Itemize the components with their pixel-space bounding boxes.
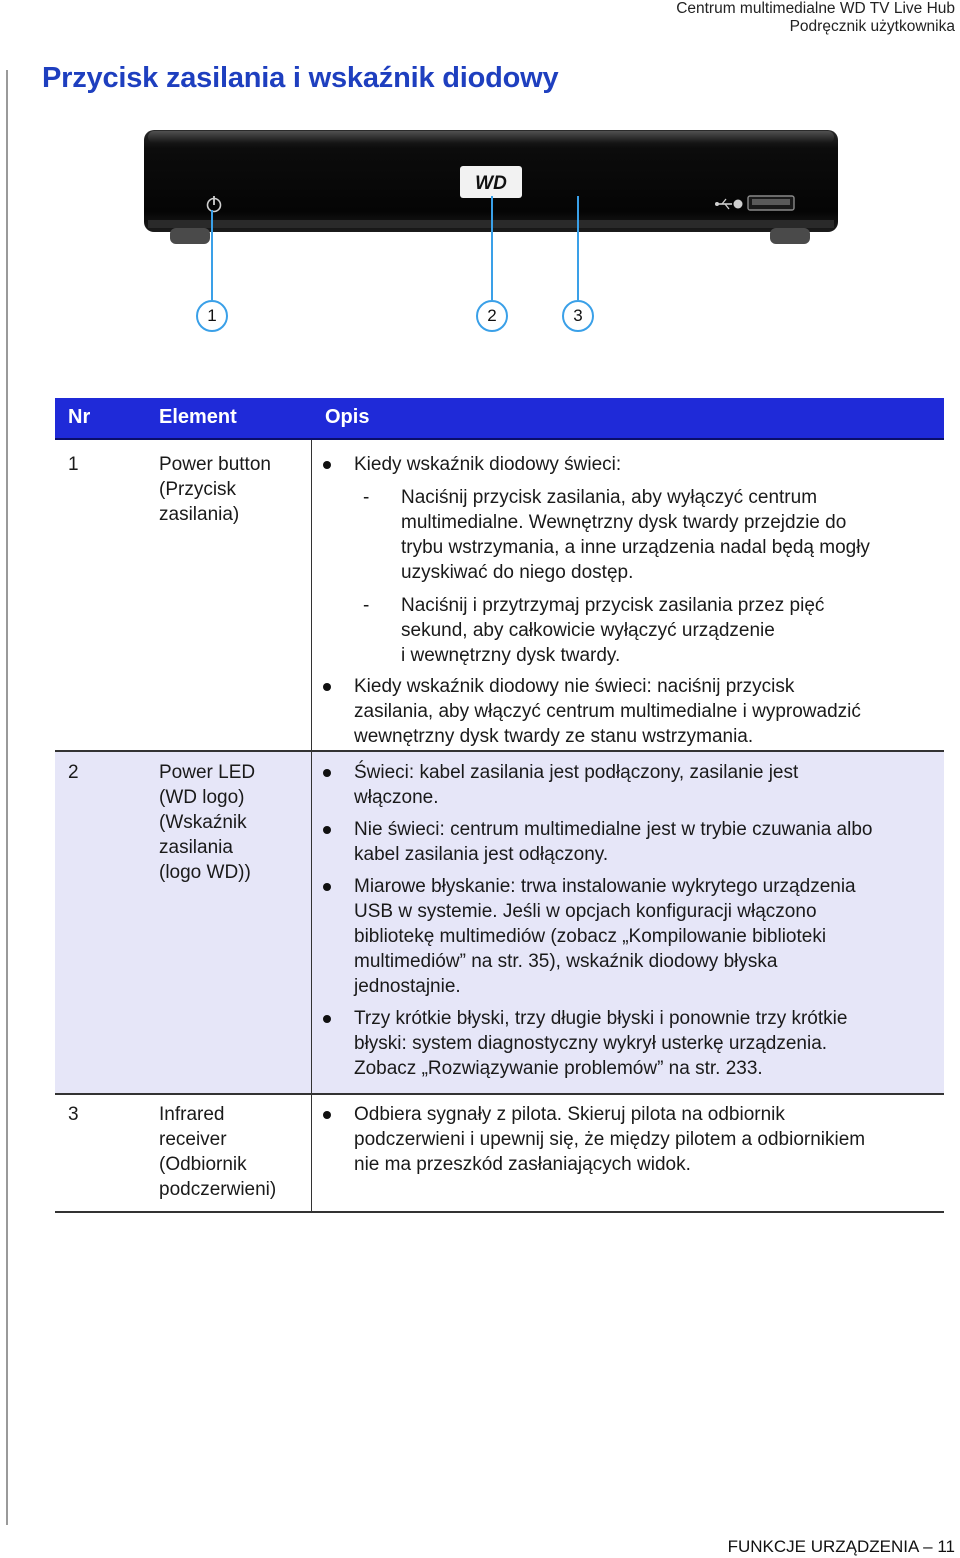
dash-text: multimedialne. Wewnętrzny dysk twardy przejdzie do bbox=[401, 512, 847, 533]
bullet-item bbox=[354, 674, 939, 749]
element-line: zasilania) bbox=[159, 504, 240, 525]
dash-text: sekund, aby całkowicie wyłączyć urządzenie bbox=[401, 620, 775, 641]
column-header-opis: Opis bbox=[325, 406, 370, 428]
element-line: (logo WD)) bbox=[159, 862, 251, 883]
row-number: 1 bbox=[68, 454, 79, 475]
element-line: (WD logo) bbox=[159, 787, 245, 808]
column-divider bbox=[311, 1095, 312, 1213]
row-element bbox=[159, 452, 309, 527]
element-line: Infrared bbox=[159, 1104, 225, 1125]
header-product: Centrum multimedialne WD TV Live Hub bbox=[676, 0, 955, 17]
callout-line-1 bbox=[211, 210, 213, 300]
running-header bbox=[676, 0, 955, 36]
bullet-text: zasilania, aby włączyć centrum multimedialne i wyprowadzić bbox=[354, 701, 861, 722]
callout-3: 3 bbox=[562, 300, 594, 332]
row-description bbox=[354, 760, 939, 1081]
bullet-text: włączone. bbox=[354, 787, 439, 808]
bullet-text: nie ma przeszkód zasłaniających widok. bbox=[354, 1154, 691, 1175]
column-divider bbox=[311, 440, 312, 752]
column-divider bbox=[311, 752, 312, 1095]
bullet-item bbox=[354, 817, 939, 867]
dash-text: i wewnętrzny dysk twardy. bbox=[401, 645, 621, 666]
bullet-text: jednostajnie. bbox=[354, 976, 461, 997]
bullet-text: Zobacz „Rozwiązywanie problemów” na str. 233. bbox=[354, 1058, 763, 1079]
bullet-text: błyski: system diagnostyczny wykrył usterkę urządzenia. bbox=[354, 1033, 828, 1054]
bullet-text: podczerwieni i upewnij się, że między pilotem a odbiornikiem bbox=[354, 1129, 866, 1150]
wd-logo-text: WD bbox=[475, 173, 507, 194]
dash-text: Naciśnij przycisk zasilania, aby wyłączyć centrum bbox=[401, 487, 818, 508]
row-number: 2 bbox=[68, 762, 79, 783]
element-line: (Odbiornik bbox=[159, 1154, 247, 1175]
element-line: Power LED bbox=[159, 762, 256, 783]
dash-marker: - bbox=[363, 487, 370, 508]
bullet-text: Kiedy wskaźnik diodowy świeci: bbox=[354, 454, 622, 475]
bullet-text: kabel zasilania jest odłączony. bbox=[354, 844, 609, 865]
bullet-text: USB w systemie. Jeśli w opcjach konfiguracji włączono bbox=[354, 901, 817, 922]
row-number: 3 bbox=[68, 1104, 79, 1125]
bullet-text: Kiedy wskaźnik diodowy nie świeci: naciśnij przycisk bbox=[354, 676, 795, 697]
row-description bbox=[354, 452, 939, 749]
element-line: Power button bbox=[159, 454, 271, 475]
element-line: zasilania bbox=[159, 837, 233, 858]
usb-port-inner bbox=[752, 199, 790, 205]
row-element bbox=[159, 760, 309, 885]
bullet-text: Trzy krótkie błyski, trzy długie błyski i ponownie trzy krótkie bbox=[354, 1008, 848, 1029]
table-row bbox=[55, 1095, 944, 1213]
bullet-text: Miarowe błyskanie: trwa instalowanie wykrytego urządzenia bbox=[354, 876, 856, 897]
row-element bbox=[159, 1102, 309, 1202]
bullet-item bbox=[354, 1102, 939, 1177]
element-description-table bbox=[55, 398, 944, 1213]
element-line: receiver bbox=[159, 1129, 227, 1150]
bullet-item bbox=[354, 874, 939, 999]
page-margin-rule bbox=[6, 70, 8, 1525]
column-header-element: Element bbox=[159, 406, 237, 428]
bullet-text: Nie świeci: centrum multimedialne jest w trybie czuwania albo bbox=[354, 819, 873, 840]
table-header bbox=[55, 398, 944, 440]
device-front-illustration bbox=[140, 128, 840, 246]
bullet-text: multimediów” na str. 35), wskaźnik diodowy błyska bbox=[354, 951, 778, 972]
bullet-item bbox=[354, 1006, 939, 1081]
row-description bbox=[354, 1102, 939, 1177]
element-line: podczerwieni) bbox=[159, 1179, 277, 1200]
device-foot-right bbox=[770, 228, 810, 244]
dash-text: trybu wstrzymania, a inne urządzenia nadal będą mogły bbox=[401, 537, 870, 558]
bullet-text: wewnętrzny dysk twardy ze stanu wstrzymania. bbox=[354, 726, 754, 747]
dash-marker: - bbox=[363, 595, 370, 616]
dash-text: Naciśnij i przytrzymaj przycisk zasilania przez pięć bbox=[401, 595, 825, 616]
footer-separator: – bbox=[923, 1537, 933, 1556]
table-row bbox=[55, 752, 944, 1095]
bullet-item bbox=[354, 760, 939, 810]
bullet-item bbox=[354, 452, 939, 477]
callout-line-3 bbox=[577, 196, 579, 300]
header-manual: Podręcznik użytkownika bbox=[789, 18, 955, 35]
callout-line-2 bbox=[491, 196, 493, 300]
bullet-text: Świeci: kabel zasilania jest podłączony, zasilanie jest bbox=[354, 762, 799, 783]
dash-item bbox=[354, 593, 939, 668]
element-line: (Wskaźnik bbox=[159, 812, 247, 833]
table-row bbox=[55, 440, 944, 752]
bullet-text: Odbiera sygnały z pilota. Skieruj pilota na odbiornik bbox=[354, 1104, 785, 1125]
bullet-text: bibliotekę multimediów (zobacz „Kompilowanie biblioteki bbox=[354, 926, 827, 947]
device-foot-left bbox=[170, 228, 210, 244]
callout-1: 1 bbox=[196, 300, 228, 332]
dash-item bbox=[354, 485, 939, 585]
footer-section: FUNKCJE URZĄDZENIA bbox=[727, 1537, 919, 1556]
page-footer bbox=[728, 1537, 955, 1557]
callout-2: 2 bbox=[476, 300, 508, 332]
dash-text: uzyskiwać do niego dostęp. bbox=[401, 562, 634, 583]
footer-page-number: 11 bbox=[937, 1537, 955, 1556]
column-header-nr: Nr bbox=[68, 406, 91, 428]
device-top-edge bbox=[148, 131, 834, 143]
element-line: (Przycisk bbox=[159, 479, 237, 500]
page-title: Przycisk zasilania i wskaźnik diodowy bbox=[42, 62, 559, 94]
